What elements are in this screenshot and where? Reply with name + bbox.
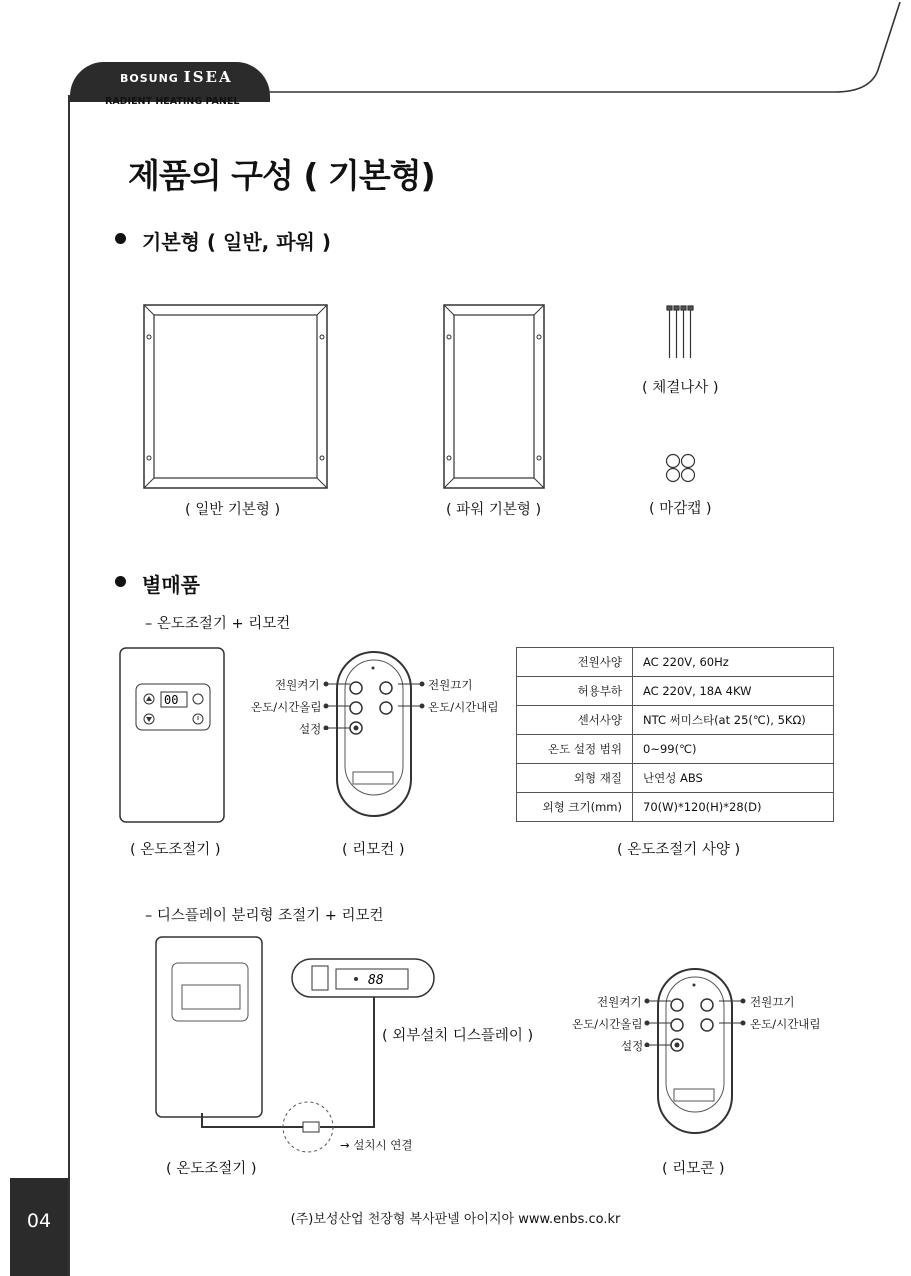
label-setting: 설정 [299, 722, 322, 736]
remote-image-2 [656, 967, 736, 1137]
external-display-image [290, 957, 436, 999]
table-row: 외형 크기(mm) 70(W)*120(H)*28(D) [517, 793, 834, 822]
section-heading-optional: 별매품 [142, 573, 200, 597]
section-heading-basic: 기본형 ( 일반, 파워 ) [142, 230, 331, 254]
remote-leader-lines-2 [641, 997, 751, 1047]
page-number: 04 [26, 1210, 52, 1232]
caption-standard-panel: ( 일반 기본형 ) [185, 502, 281, 518]
screws-image [660, 302, 700, 364]
label-power-on: 전원켜기 [275, 678, 320, 692]
header-line [0, 0, 911, 100]
subheading-display-controller: – 디스플레이 분리형 조절기 + 리모컨 [145, 908, 384, 924]
brand-subtitle: RADIENT HEATING PANEL [105, 96, 240, 107]
bullet-icon [115, 576, 126, 587]
bullet-icon [115, 233, 126, 244]
label-setting-2: 설정 [621, 1039, 644, 1053]
caps-image [664, 452, 698, 484]
caption-thermostat: ( 온도조절기 ) [130, 842, 221, 858]
caption-power-panel: ( 파워 기본형 ) [446, 502, 542, 518]
caption-external-display: ( 외부설치 디스플레이 ) [382, 1028, 534, 1044]
left-margin-line [68, 95, 70, 1276]
page-title: 제품의 구성 ( 기본형) [128, 156, 435, 195]
thermostat-digits: 00 [164, 693, 179, 707]
table-row: 센서사양 NTC 써미스타(at 25(℃), 5KΩ) [517, 706, 834, 735]
label-power-off-2: 전원끄기 [750, 995, 795, 1009]
display-digits: 88 [368, 973, 384, 988]
standard-panel-image [140, 300, 340, 495]
label-temp-down-2: 온도/시간내림 [750, 1017, 821, 1031]
brand-logo: BOSUNG ISEA [120, 68, 233, 86]
label-power-off: 전원끄기 [428, 678, 473, 692]
connection-note: → 설치시 연결 [340, 1138, 413, 1152]
spec-table [516, 647, 834, 822]
caption-screws: ( 체결나사 ) [642, 380, 719, 396]
caption-thermostat-2: ( 온도조절기 ) [166, 1161, 257, 1177]
caption-remote-2: ( 리모콘 ) [662, 1161, 725, 1177]
label-temp-up-2: 온도/시간올림 [572, 1017, 643, 1031]
remote-image [335, 650, 415, 820]
table-row: 허용부하 AC 220V, 18A 4KW [517, 677, 834, 706]
caption-caps: ( 마감캡 ) [649, 501, 712, 517]
label-temp-up: 온도/시간올림 [251, 700, 322, 714]
label-temp-down: 온도/시간내림 [428, 700, 499, 714]
table-row: 온도 설정 범위 0~99(℃) [517, 735, 834, 764]
caption-spec: ( 온도조절기 사양 ) [617, 842, 741, 858]
subheading-controller-remote: – 온도조절기 + 리모컨 [145, 616, 291, 632]
footer-text: (주)보성산업 천장형 복사판넬 아이지아 www.enbs.co.kr [290, 1212, 621, 1227]
label-power-on-2: 전원켜기 [597, 995, 642, 1009]
table-row: 전원사양 AC 220V, 60Hz [517, 648, 834, 677]
power-panel-image [440, 300, 550, 495]
remote-leader-lines [320, 680, 430, 730]
table-row: 외형 재질 난연성 ABS [517, 764, 834, 793]
caption-remote: ( 리모컨 ) [342, 842, 405, 858]
thermostat-image [118, 646, 228, 826]
